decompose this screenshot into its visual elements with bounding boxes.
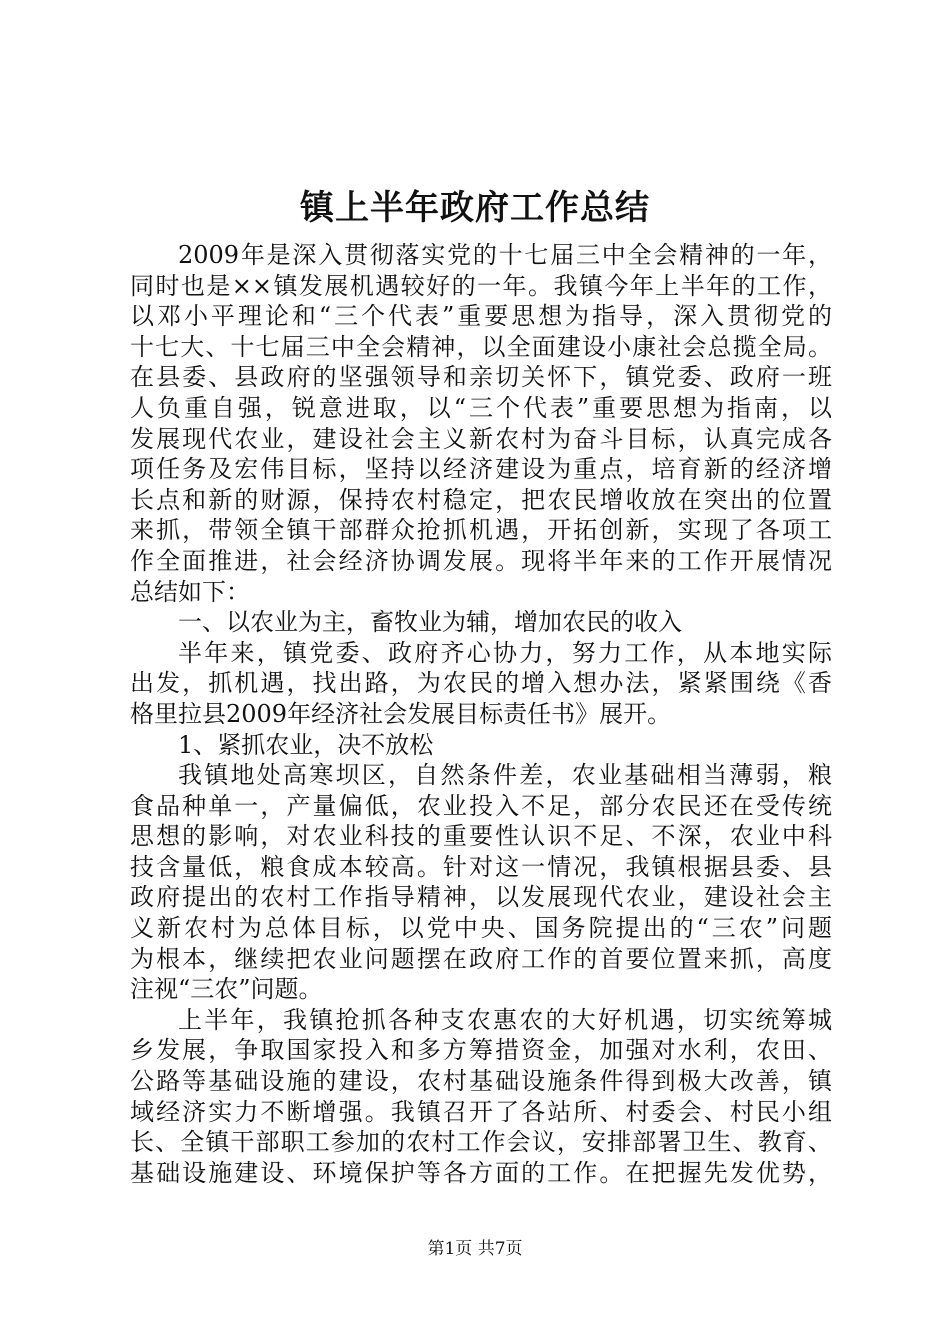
body-text-line: 域经济实力不断增强。我镇召开了各站所、村委会、村民小组 xyxy=(130,1097,832,1126)
body-text-line: 项任务及宏伟目标，坚持以经济建设为重点，培育新的经济增 xyxy=(130,455,832,484)
body-text-line: 来抓，带领全镇干部群众抢抓机遇，开拓创新，实现了各项工 xyxy=(130,516,832,545)
body-text-line: 上半年，我镇抢抓各种支农惠农的大好机遇，切实统筹城 xyxy=(178,1005,832,1034)
body-text-line: 人负重自强，锐意进取，以“三个代表”重要思想为指南，以 xyxy=(130,393,832,422)
body-text-line: 在县委、县政府的坚强领导和亲切关怀下，镇党委、政府一班 xyxy=(130,363,832,392)
body-text-line: 注视“三农”问题。 xyxy=(130,975,323,1004)
body-text-line: 政府提出的农村工作指导精神，以发展现代农业，建设社会主 xyxy=(130,883,832,912)
body-text-line: 食品种单一，产量偏低，农业投入不足，部分农民还在受传统 xyxy=(130,791,832,820)
body-text-line: 公路等基础设施的建设，农村基础设施条件得到极大改善，镇 xyxy=(130,1067,832,1096)
body-text-line: 2009年是深入贯彻落实党的十七届三中全会精神的一年， xyxy=(178,241,832,269)
document-title: 镇上半年政府工作总结 xyxy=(300,188,650,228)
body-text-line: 思想的影响，对农业科技的重要性认识不足、不深，农业中科 xyxy=(130,822,832,851)
page-footer: 第1页 共7页 xyxy=(427,1239,523,1259)
body-text-line: 为根本，继续把农业问题摆在政府工作的首要位置来抓，高度 xyxy=(130,944,832,973)
body-text-line: 格里拉县2009年经济社会发展目标责任书》展开。 xyxy=(130,699,672,728)
body-text-line: 我镇地处高寒坝区，自然条件差，农业基础相当薄弱，粮 xyxy=(178,761,832,790)
body-text-line: 总结如下： xyxy=(130,577,250,606)
body-text-line: 一、以农业为主，畜牧业为辅，增加农民的收入 xyxy=(178,608,682,637)
body-text-line: 出发，抓机遇，找出路，为农民的增入想办法，紧紧围绕《香 xyxy=(130,669,832,698)
body-text-line: 发展现代农业，建设社会主义新农村为奋斗目标，认真完成各 xyxy=(130,424,832,453)
body-text-line: 以邓小平理论和“三个代表”重要思想为指导，深入贯彻党的 xyxy=(130,302,832,331)
document-body xyxy=(130,240,832,1188)
body-text-line: 乡发展，争取国家投入和多方筹措资金，加强对水利，农田、 xyxy=(130,1036,832,1065)
body-text-line: 技含量低，粮食成本较高。针对这一情况，我镇根据县委、县 xyxy=(130,852,832,881)
body-text-line: 长、全镇干部职工参加的农村工作会议，安排部署卫生、教育、 xyxy=(130,1128,832,1157)
body-text-line: 半年来，镇党委、政府齐心协力，努力工作，从本地实际 xyxy=(178,638,832,667)
body-text-line: 作全面推进，社会经济协调发展。现将半年来的工作开展情况 xyxy=(130,546,832,575)
body-text-line: 义新农村为总体目标，以党中央、国务院提出的“三农”问题 xyxy=(130,914,832,943)
body-text-line: 十七大、十七届三中全会精神，以全面建设小康社会总揽全局。 xyxy=(130,332,832,361)
body-text-line: 1、紧抓农业，决不放松 xyxy=(178,730,434,759)
body-text-line: 同时也是××镇发展机遇较好的一年。我镇今年上半年的工作， xyxy=(130,271,832,300)
body-text-line: 长点和新的财源，保持农村稳定，把农民增收放在突出的位置 xyxy=(130,485,832,514)
body-text-line: 基础设施建设、环境保护等各方面的工作。在把握先发优势， xyxy=(130,1158,832,1187)
